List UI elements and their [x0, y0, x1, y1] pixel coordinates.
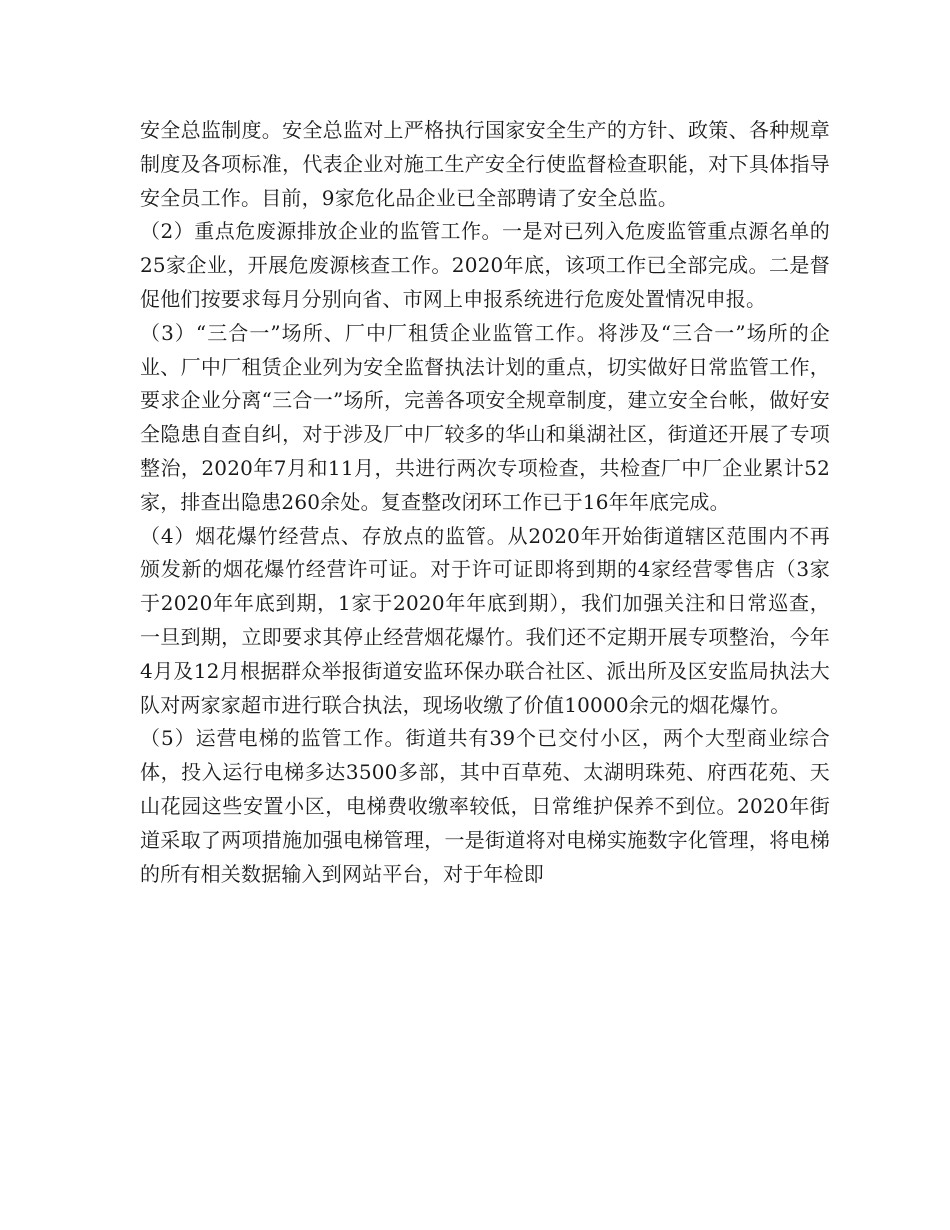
paragraph-fireworks: （4）烟花爆竹经营点、存放点的监管。从2020年开始街道辖区范围内不再颁发新的烟花爆竹经营许可证。对于许可证即将到期的4家经营零售店（3家于2020年年底到期，1家于2020年年底到期），我们加强关注和日常巡查，一旦到期，立即要求其停止经营烟花爆竹。我们还不定期开展专项整治，今年4月及12月根据群众举报街道安监环保办联合社区、派出所及区安监局执法大队对两家家超市进行联合执法，现场收缴了价值10000余元的烟花爆竹。 [140, 523, 830, 717]
paragraph-hazardous-waste: （2）重点危废源排放企业的监管工作。一是对已列入危废监管重点源名单的25家企业，开展危废源核查工作。2020年底，该项工作已全部完成。二是督促他们按要求每月分别向省、市网上申报系统进行危废处置情况申报。 [140, 219, 830, 311]
paragraph-three-in-one: （3）“三合一”场所、厂中厂租赁企业监管工作。将涉及“三合一”场所的企业、厂中厂租赁企业列为安全监督执法计划的重点，切实做好日常监管工作，要求企业分离“三合一”场所，完善各项安全规章制度，建立安全台帐，做好安全隐患自查自纠，对于涉及厂中厂较多的华山和巢湖社区，街道还开展了专项整治，2020年7月和11月，共进行两次专项检查，共检查厂中厂企业累计52家，排查出隐患260余处。复查整改闭环工作已于16年年底完成。 [140, 320, 830, 514]
paragraph-elevators: （5）运营电梯的监管工作。街道共有39个已交付小区，两个大型商业综合体，投入运行电梯多达3500多部，其中百草苑、太湖明珠苑、府西花苑、天山花园这些安置小区，电梯费收缴率较低，日常维护保养不到位。2020年街道采取了两项措施加强电梯管理，一是街道将对电梯实施数字化管理，将电梯的所有相关数据输入到网站平台，对于年检即 [140, 726, 830, 886]
paragraph-safety-director: 安全总监制度。安全总监对上严格执行国家安全生产的方针、政策、各种规章制度及各项标准，代表企业对施工生产安全行使监督检查职能，对下具体指导安全员工作。目前，9家危化品企业已全部聘请了安全总监。 [140, 118, 830, 210]
document-body [140, 114, 830, 891]
